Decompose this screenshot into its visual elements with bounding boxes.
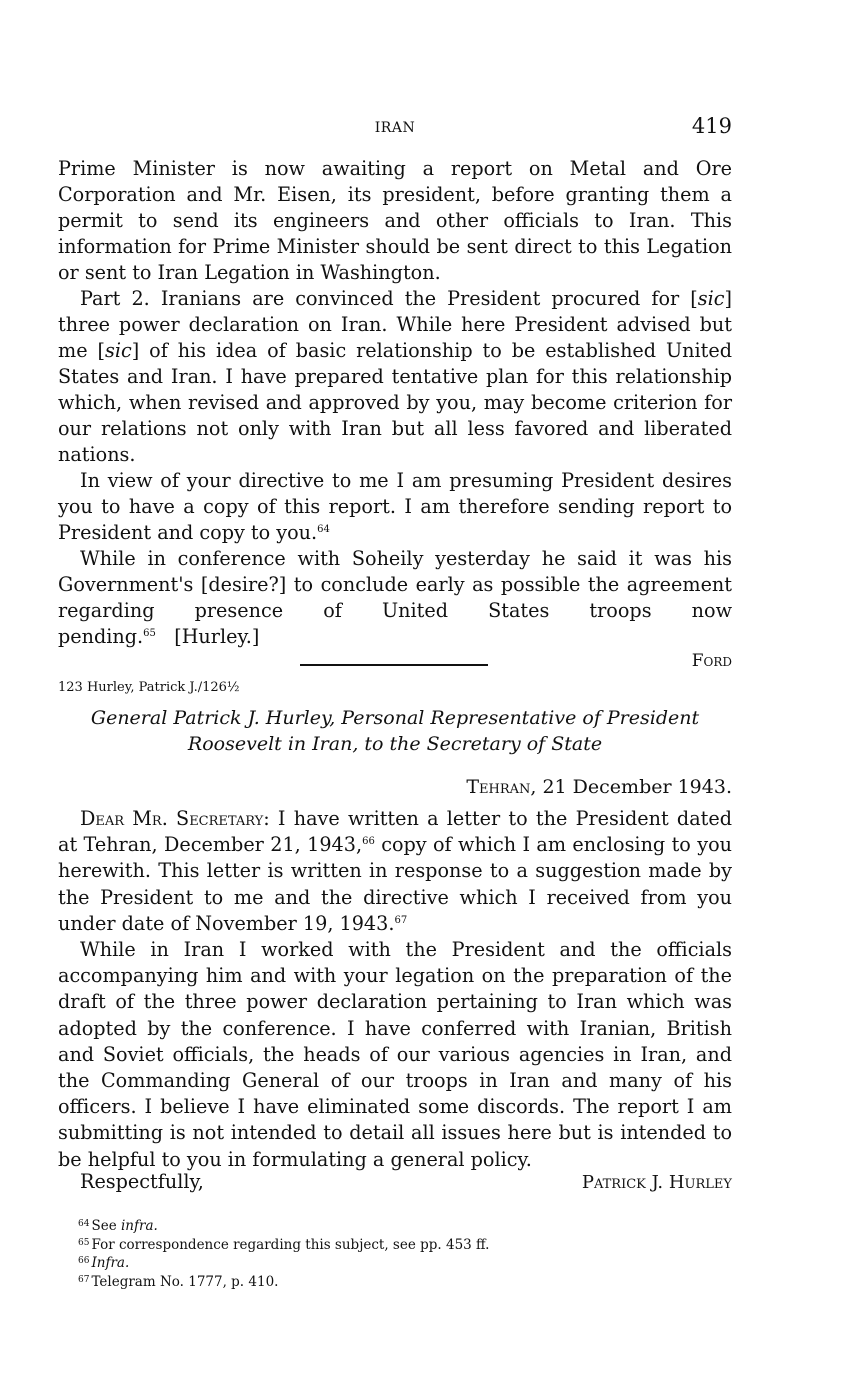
letter-body: [58, 806, 732, 1173]
page-number: 419: [691, 114, 732, 138]
paragraph: [58, 546, 732, 650]
document-title: [58, 705, 732, 757]
footnote-ref: 66: [362, 836, 375, 848]
footnote-ref: 65: [143, 628, 156, 639]
footnote-text: See: [91, 1218, 121, 1234]
signature-ford: Ford: [691, 651, 732, 671]
footnote-text: Telegram No. 1777, p. 410.: [91, 1273, 279, 1290]
footnote-ref: 64: [317, 524, 330, 535]
running-head: IRAN: [374, 120, 416, 136]
dateline-place: Tehran: [466, 776, 531, 798]
page-header: [58, 114, 732, 138]
complimentary-close: Respectfully,: [80, 1170, 204, 1193]
footnotes: [78, 1216, 489, 1290]
file-reference: 123 Hurley, Patrick J./126½: [58, 680, 240, 695]
paragraph: [58, 468, 732, 546]
text-run: : I have written a letter to the President dated at Tehran, December 21, 1943,: [58, 807, 732, 857]
section-divider: [300, 664, 488, 666]
paragraph: While in Iran I worked with the President and the officials accompanying him and with your legation on the preparation of the draft of the three power declaration pertaining to Iran which was adopted by the conference. I have conferred with Iranian, British and Soviet officials, the heads of our various agencies in Iran, and the Commanding General of our troops in Iran and many of his officers. I believe I have eliminated some discords. The report I am submitting is not intended to detail all issues here but is intended to be helpful to you in formulating a general policy.: [58, 938, 732, 1171]
footnote-number: 66: [78, 1256, 90, 1266]
signature-hurley: Patrick J. Hurley: [581, 1172, 732, 1193]
paragraph: [58, 286, 732, 468]
paragraph: Prime Minister is now awaiting a report on Metal and Ore Corporation and Mr. Eisen, its president, before granting them a permit to send its engineers and other officials to Iran. This information for Prime Minister should be sent direct to this Legation or sent to Iran Legation in Washington.: [58, 157, 732, 284]
text-run: In view of your directive to me I am presuming President desires you to have a copy of this report. I am therefore sending report to President and copy to you.: [58, 469, 732, 544]
footnote-number: 64: [78, 1219, 90, 1229]
footnote-ref: 67: [394, 914, 408, 926]
footnote-number: 67: [78, 1274, 90, 1285]
telegram-text: [58, 156, 732, 672]
text-run: While in conference with Soheily yesterday he said it was his Government's [desire?] to conclude early as possible the agreement regarding presence of United States troops now pending.: [58, 547, 732, 648]
footnote-italic: infra.: [120, 1218, 158, 1234]
footnote-italic: Infra.: [91, 1255, 130, 1271]
dateline: [466, 776, 732, 798]
title-line: General Patrick J. Hurley, Personal Representative of President: [90, 707, 700, 729]
sic-note: sic: [697, 287, 725, 310]
salutation: Dear Mr. Secretary: [80, 807, 264, 830]
text-run: Part 2. Iranians are convinced the President procured for [: [80, 287, 698, 310]
footnote: [78, 1272, 489, 1291]
footnote: [78, 1216, 489, 1235]
footnote: [78, 1235, 489, 1254]
footnote: [78, 1253, 489, 1272]
text-run: [Hurley.]: [174, 625, 260, 648]
letter-closing: [80, 1170, 732, 1196]
text-run: copy of which I am enclosing to you herewith. This letter is written in response to a suggestion made by the President to me and the directive which I received from you under date of November 19, 1943.: [58, 833, 732, 935]
title-line: Roosevelt in Iran, to the Secretary of State: [187, 733, 603, 755]
footnote-text: For correspondence regarding this subject, see pp. 453 ff.: [91, 1236, 490, 1253]
paragraph: [58, 806, 732, 937]
text-run: ] three power declaration on Iran. While here President advised but me [: [58, 287, 732, 362]
sic-note: sic: [104, 339, 132, 362]
footnote-number: 65: [78, 1237, 90, 1248]
text-run: ] of his idea of basic relationship to be established United States and Iran. I have prepared tentative plan for this relationship which, when revised and approved by you, may become criterion for our relations not only with Iran but all less favored and liberated nations.: [58, 339, 733, 466]
dateline-date: , 21 December 1943.: [530, 776, 732, 798]
